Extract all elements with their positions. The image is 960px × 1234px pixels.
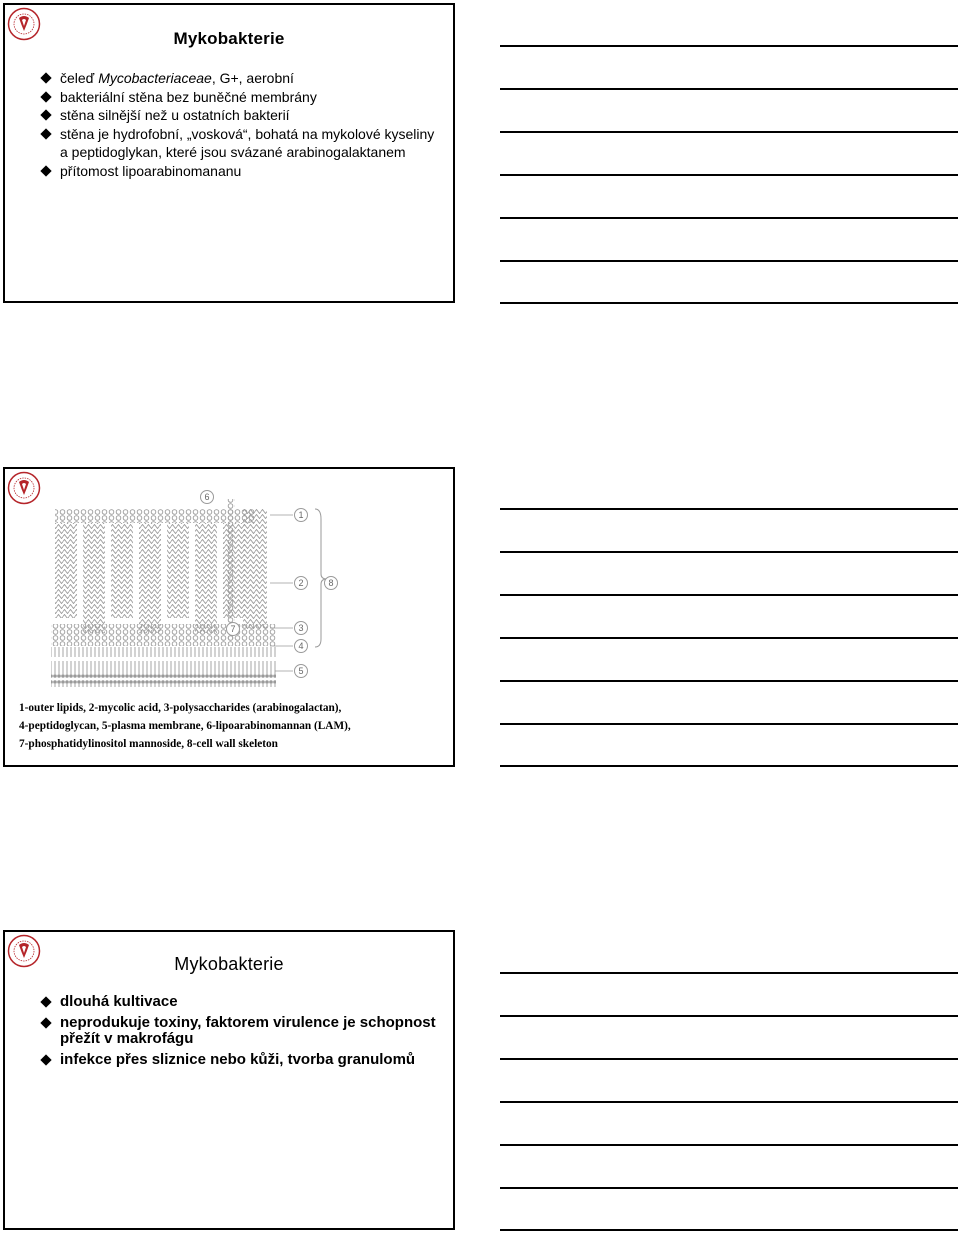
- outer-lipid-layer: [55, 509, 255, 523]
- bullet-text: čeleď: [60, 70, 99, 86]
- note-line: [500, 680, 958, 682]
- label-2: 2: [298, 578, 304, 588]
- note-line: [500, 1058, 958, 1060]
- family-name: Mycobacteriaceae: [98, 70, 212, 86]
- diamond-bullet-icon: [40, 91, 51, 102]
- bullet-text: přítomost lipoarabinomananu: [60, 162, 242, 179]
- diamond-bullet-icon: [40, 72, 51, 83]
- peptidoglycan-layer: [51, 624, 276, 646]
- mycolic-acid-chain: [83, 523, 105, 633]
- bullet-text: infekce přes sliznice nebo kůži, tvorba granulomů: [60, 1050, 416, 1068]
- caption-line: 7-phosphatidylinositol mannoside, 8-cell wall skeleton: [19, 738, 278, 750]
- note-line: [500, 131, 958, 133]
- mycolic-acid-chain: [139, 523, 161, 633]
- list-item: [40, 1015, 445, 1048]
- note-line: [500, 972, 958, 974]
- note-line: [500, 88, 958, 90]
- label-5: 5: [298, 666, 304, 676]
- note-line: [500, 174, 958, 176]
- note-line: [500, 1229, 958, 1231]
- label-1: 1: [298, 510, 304, 520]
- bullet-text: neprodukuje toxiny, faktorem virulence je schopnost přežít v makrofágu: [60, 1013, 436, 1047]
- slide-3: [3, 930, 455, 1230]
- label-3: 3: [298, 623, 304, 633]
- figure-caption: [19, 699, 447, 753]
- bullet-list: [40, 994, 445, 1072]
- slide-2: [3, 467, 455, 767]
- university-seal-icon: [7, 471, 41, 505]
- label-6: 6: [204, 492, 210, 502]
- mycolic-acid-chain: [167, 523, 189, 618]
- list-item: [40, 125, 445, 162]
- slide-1: [3, 3, 455, 303]
- list-item: [40, 994, 445, 1011]
- note-line: [500, 551, 958, 553]
- diamond-bullet-icon: [40, 1017, 51, 1028]
- mycolic-acid-chain: [195, 523, 217, 633]
- bullet-text: stěna je hydrofobní, „vosková“, bohatá na mykolové kyseliny a peptidoglykan, které jsou svázané arabinogalaktanem: [60, 125, 435, 160]
- caption-line: 1-outer lipids, 2-mycolic acid, 3-polysaccharides (arabinogalactan),: [19, 702, 342, 714]
- note-line: [500, 637, 958, 639]
- slide-title: Mykobakterie: [174, 954, 284, 974]
- slide-title: Mykobakterie: [173, 29, 285, 48]
- list-item: [40, 162, 445, 181]
- note-line: [500, 594, 958, 596]
- bullet-text: dlouhá kultivace: [60, 993, 178, 1010]
- list-item: [40, 69, 445, 88]
- note-line: [500, 508, 958, 510]
- diamond-bullet-icon: [40, 996, 51, 1007]
- label-7: 7: [230, 624, 236, 634]
- plasma-membrane: [51, 647, 276, 687]
- note-line: [500, 260, 958, 262]
- caption-line: 4-peptidoglycan, 5-plasma membrane, 6-lipoarabinomannan (LAM),: [19, 720, 351, 732]
- bullet-text: stěna silnější než u ostatních bakterií: [60, 107, 290, 123]
- lam-chain: [227, 499, 235, 639]
- mycolic-acid-chain: [243, 509, 267, 629]
- diamond-bullet-icon: [40, 165, 51, 176]
- bullet-text: bakteriální stěna bez buněčné membrány: [60, 88, 317, 105]
- list-item: [40, 1052, 445, 1069]
- bullet-list: [40, 69, 445, 180]
- label-8: 8: [328, 578, 334, 588]
- mycolic-acid-chain: [111, 523, 133, 618]
- note-line: [500, 217, 958, 219]
- list-item: [40, 88, 445, 107]
- label-4: 4: [298, 641, 304, 651]
- diamond-bullet-icon: [40, 128, 51, 139]
- note-line: [500, 1015, 958, 1017]
- note-line: [500, 723, 958, 725]
- note-line: [500, 1187, 958, 1189]
- list-item: [40, 106, 445, 125]
- note-line: [500, 1101, 958, 1103]
- note-line: [500, 765, 958, 767]
- bullet-text: , G+, aerobní: [211, 70, 294, 86]
- cell-wall-diagram: [45, 479, 345, 689]
- mycolic-acid-chain: [55, 523, 77, 618]
- diamond-bullet-icon: [40, 1054, 51, 1065]
- note-line: [500, 45, 958, 47]
- note-line: [500, 302, 958, 304]
- note-line: [500, 1144, 958, 1146]
- diamond-bullet-icon: [40, 109, 51, 120]
